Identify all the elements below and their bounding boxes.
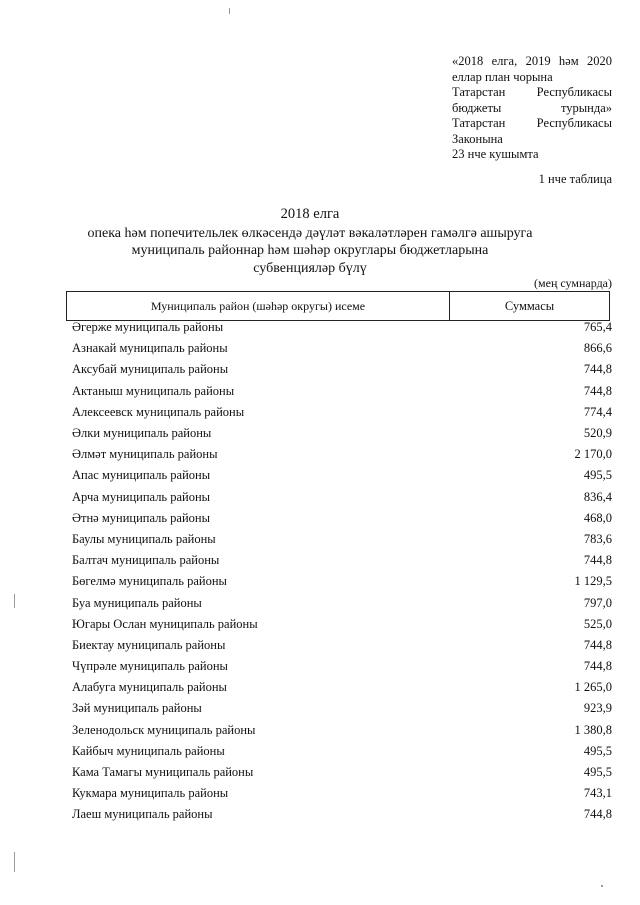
header-word: 2020 [587,54,612,68]
district-name: Аксубай муниципаль районы [72,362,229,377]
district-name: Актаныш муниципаль районы [72,383,235,398]
scan-artifact [14,852,15,872]
table-row [72,423,612,444]
district-name: Биектау муниципаль районы [72,637,226,652]
column-header-sum: Суммасы [504,298,555,313]
table-row [72,656,612,677]
subsidy-amount: 495,5 [583,765,612,780]
header-line-7: 23 нче кушымта [452,147,539,161]
subsidy-amount: 744,8 [583,637,612,652]
header-line-2: еллар план чорына [452,69,553,84]
table-row [72,698,612,719]
table-row [72,677,612,698]
district-name: Арча муниципаль районы [72,489,211,504]
district-name: Әлки муниципаль районы [72,426,212,441]
district-name: Буа муниципаль районы [72,595,202,610]
subsidy-amount: 1 129,5 [574,574,612,589]
table-row [72,508,612,529]
subsidy-amount: 468,0 [583,510,612,525]
subsidy-amount: 520,9 [583,426,612,441]
district-name: Апас муниципаль районы [72,468,211,483]
district-name: Югары Ослан муниципаль районы [72,616,258,631]
subsidy-amount: 923,9 [583,701,612,716]
header-word: Республикасы [536,116,612,130]
subsidy-amount: 495,5 [583,468,612,483]
district-name: Балтач муниципаль районы [72,553,220,568]
district-name: Зәй муниципаль районы [72,701,202,716]
subsidy-amount: 744,8 [583,362,612,377]
column-header-name: Муниципаль район (шәһәр округы) исеме [67,292,450,320]
title-line-1: опека һәм попечительлек өлкәсендә дәүләт вәкаләтләрен гамәлгә ашыруга [87,225,533,241]
header-line-5 [452,116,612,132]
subsidy-amount: 743,1 [583,786,612,801]
law-reference-block [452,54,612,163]
table-row [72,571,612,592]
subsidy-amount: 744,8 [583,553,612,568]
table-row [72,720,612,741]
table-row [72,487,612,508]
subsidy-amount: 744,8 [583,807,612,822]
table-row [72,444,612,465]
subsidy-amount: 765,4 [583,320,612,335]
district-name: Зеленодольск муниципаль районы [72,722,256,737]
table-row [72,550,612,571]
title-year: 2018 елга [280,206,340,222]
district-name: Кукмара муниципаль районы [72,786,229,801]
table-number: 1 нче таблица [538,172,612,186]
scan-artifact [14,594,15,608]
table-row [72,338,612,359]
district-name: Алексеевск муниципаль районы [72,404,245,419]
subsidy-amount: 744,8 [583,383,612,398]
district-name: Әлмәт муниципаль районы [72,447,218,462]
header-line-6: Законына [452,131,503,146]
subsidy-amount: 774,4 [583,404,612,419]
subsidy-amount: 1 380,8 [574,722,612,737]
header-line-3 [452,85,612,101]
district-name: Чүпрәле муниципаль районы [72,659,228,674]
district-name: Лаеш муниципаль районы [72,807,213,822]
district-name: Әгерже муниципаль районы [72,320,224,335]
subsidy-amount: 525,0 [583,616,612,631]
header-word: турында» [560,100,612,115]
title-line-3: субвенцияләр бүлү [253,260,367,276]
subsidy-amount: 797,0 [583,595,612,610]
subsidy-amount: 2 170,0 [574,447,612,462]
district-name: Азнакай муниципаль районы [72,341,228,356]
scan-artifact [601,885,603,887]
document-title [60,206,560,277]
subsidy-amount: 1 265,0 [574,680,612,695]
table-body [72,317,612,826]
header-word: бюджеты [452,100,502,115]
header-word: Республикасы [536,85,612,99]
table-row [72,741,612,762]
subsidy-amount: 783,6 [583,531,612,546]
table-row [72,592,612,613]
subsidy-amount: 495,5 [583,743,612,758]
header-line-1 [452,54,612,70]
header-word: «2018 [452,54,484,68]
header-line-4 [452,101,612,117]
table-row [72,402,612,423]
district-name: Кайбыч муниципаль районы [72,743,225,758]
header-word: Татарстан [452,85,506,99]
table-row [72,635,612,656]
table-row [72,783,612,804]
table-row [72,614,612,635]
district-name: Бөгелмә муниципаль районы [72,574,227,589]
district-name: Баулы муниципаль районы [72,531,216,546]
scan-artifact [229,8,230,14]
district-name: Алабуга муниципаль районы [72,680,227,695]
subsidy-amount: 744,8 [583,659,612,674]
title-line-2: муниципаль районнар һәм шәһәр округлары бюджетларына [131,243,489,258]
table-row [72,381,612,402]
table-row [72,762,612,783]
units-note: (мең сумнарда) [534,276,612,290]
table-row [72,804,612,825]
district-name: Кама Тамагы муниципаль районы [72,765,254,780]
table-row [72,317,612,338]
header-word: елга, [491,54,518,68]
header-word: һәм [558,54,579,68]
subsidy-amount: 836,4 [583,489,612,504]
table-row [72,529,612,550]
subsidy-amount: 866,6 [583,341,612,356]
header-word: Татарстан [452,116,506,130]
table-row [72,465,612,486]
table-row [72,359,612,380]
district-name: Әтнә муниципаль районы [72,510,211,525]
header-word: 2019 [525,54,551,68]
